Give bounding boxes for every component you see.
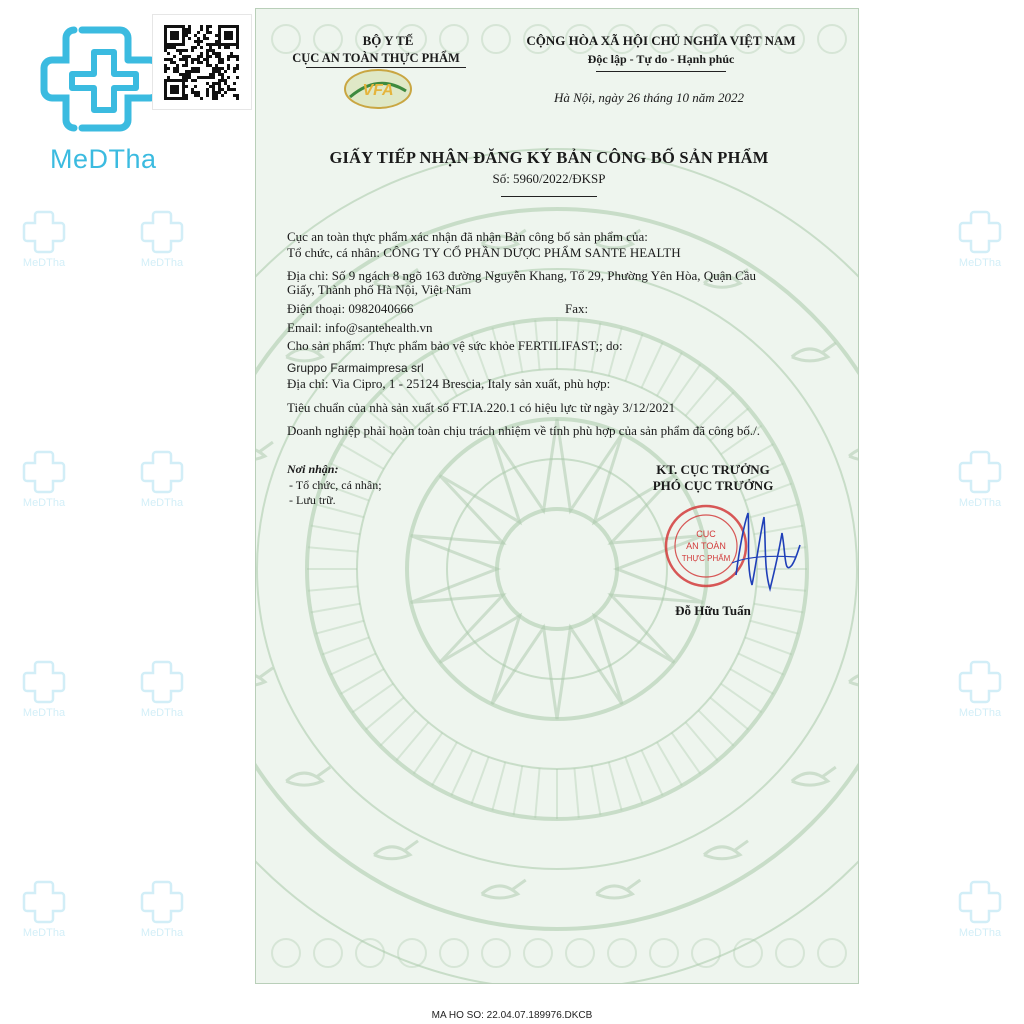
medical-cross-logo-icon xyxy=(40,22,165,137)
manufacturer: Gruppo Farmaimpresa srl xyxy=(287,361,424,375)
handwritten-signature-icon xyxy=(726,505,806,597)
title-rule xyxy=(501,196,597,197)
recipient-item: - Lưu trữ. xyxy=(289,493,336,507)
vfa-logo xyxy=(342,67,414,111)
medtha-watermark: MeDTha xyxy=(14,448,74,508)
header-right-rule xyxy=(596,71,726,72)
signature xyxy=(726,505,806,597)
medtha-watermark: MeDTha xyxy=(132,878,192,938)
medtha-watermark: MeDTha xyxy=(132,208,192,268)
medtha-watermark: MeDTha xyxy=(14,658,74,718)
medtha-watermark: MeDTha xyxy=(950,658,1010,718)
vfa-logo-text: VFA xyxy=(362,82,394,99)
signer-title-2: PHÓ CỤC TRƯỞNG xyxy=(652,478,774,493)
national-motto: Độc lập - Tự do - Hạnh phúc xyxy=(587,52,735,66)
brand-name: MeDTha xyxy=(50,144,157,174)
fax: Fax: xyxy=(565,301,589,316)
signer-title-1: KT. CỤC TRƯỞNG xyxy=(656,462,770,477)
signer-name: Đỗ Hữu Tuấn xyxy=(675,603,751,618)
country-name: CỘNG HÒA XÃ HỘI CHỦ NGHĨA VIỆT NAM xyxy=(526,33,796,48)
qr-code[interactable] xyxy=(152,14,252,110)
recipient-item: - Tổ chức, cá nhân; xyxy=(289,478,382,492)
product: Cho sản phẩm: Thực phẩm bảo vệ sức khỏe FERTILIFAST;; do: xyxy=(287,338,623,353)
vfa-emblem-icon xyxy=(342,67,414,111)
ministry-name: BỘ Y TẾ xyxy=(362,33,414,48)
medtha-watermark: MeDTha xyxy=(950,208,1010,268)
document-title: GIẤY TIẾP NHẬN ĐĂNG KÝ BẢN CÔNG BỐ SẢN PHẨM xyxy=(329,148,769,167)
agency-name: CỤC AN TOÀN THỰC PHẨM xyxy=(292,51,460,65)
standard: Tiêu chuẩn của nhà sản xuất số FT.IA.220.1 có hiệu lực từ ngày 3/12/2021 xyxy=(287,400,676,415)
intro-text: Cục an toàn thực phẩm xác nhận đã nhận Bản công bố sản phẩm của: xyxy=(287,229,648,244)
email: Email: info@santehealth.vn xyxy=(287,320,433,335)
certificate-document xyxy=(255,8,859,984)
document-number: Số: 5960/2022/ĐKSP xyxy=(492,171,606,186)
phone: Điện thoại: 0982040666 xyxy=(287,301,414,316)
seal-text-2: AN TOÀN xyxy=(686,541,726,551)
seal-text-3: THỰC PHẨM xyxy=(681,554,731,563)
medtha-watermark: MeDTha xyxy=(14,878,74,938)
address-line-1: Địa chỉ: Số 9 ngách 8 ngõ 163 đường Nguyễn Khang, Tổ 29, Phường Yên Hòa, Quận Cầu xyxy=(287,268,757,283)
medtha-watermark: MeDTha xyxy=(132,658,192,718)
recipients-label: Nơi nhận: xyxy=(287,462,339,476)
date-line: Hà Nội, ngày 26 tháng 10 năm 2022 xyxy=(554,90,744,105)
manufacturer-address: Địa chỉ: Via Cipro, 1 - 25124 Brescia, Italy sản xuất, phù hợp: xyxy=(287,376,611,391)
responsibility: Doanh nghiệp phải hoàn toàn chịu trách nhiệm về tính phù hợp của sản phẩm đã công bố./. xyxy=(287,423,760,438)
medtha-watermark: MeDTha xyxy=(950,878,1010,938)
file-code-footer: MA HO SO: 22.04.07.189976.DKCB xyxy=(431,1010,593,1021)
address-line-2: Giấy, Thành phố Hà Nội, Việt Nam xyxy=(287,282,472,297)
qr-code-icon xyxy=(153,15,251,109)
header-left-rule xyxy=(306,67,466,68)
medtha-watermark: MeDTha xyxy=(132,448,192,508)
organization: Tổ chức, cá nhân: CÔNG TY CỔ PHẦN DƯỢC PHẨM SANTE HEALTH xyxy=(287,245,681,260)
medtha-watermark: MeDTha xyxy=(14,208,74,268)
seal-text-1: CỤC xyxy=(696,529,716,539)
medtha-watermark: MeDTha xyxy=(950,448,1010,508)
medtha-logo xyxy=(40,22,165,182)
